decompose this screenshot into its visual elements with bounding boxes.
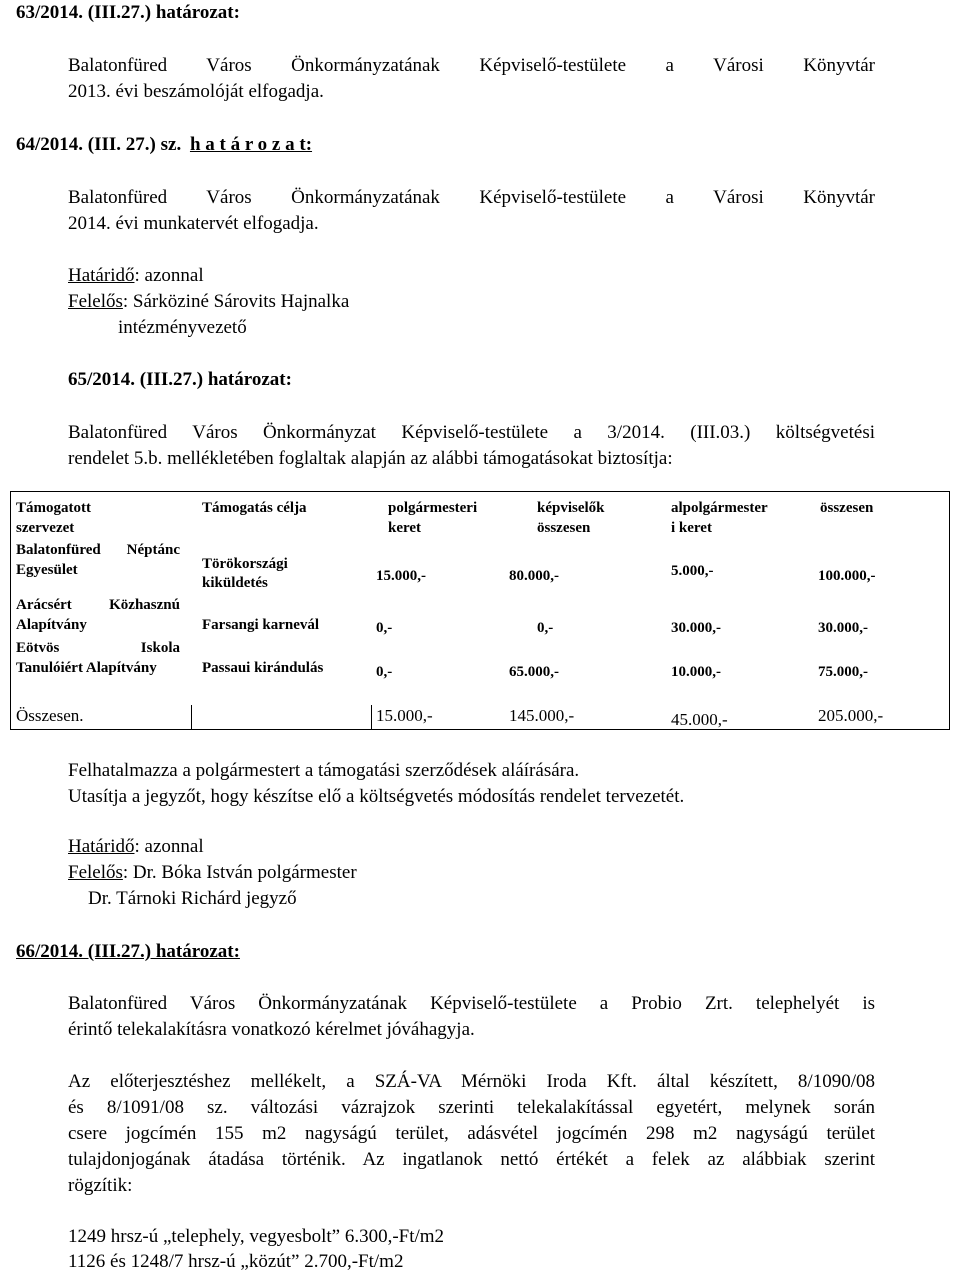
header-reps-1: képviselők — [537, 500, 605, 516]
resolution-64-responsible — [68, 291, 349, 313]
table-bottom-border — [10, 729, 950, 730]
resolution-66-p2-line2: és 8/1091/08 sz. változási vázrajzok szerinti telekalakítással egyetért, melynek során — [68, 1097, 875, 1118]
deadline-label: Határidő — [68, 265, 135, 286]
authorization-line1: Felhatalmazza a polgármestert a támogatási szerződések aláírására. — [68, 760, 580, 781]
sum-deputy: 45.000,- — [671, 710, 728, 729]
row2-org-2: Alapítvány — [16, 617, 87, 633]
row2-deputy: 30.000,- — [671, 620, 721, 636]
responsible-label: Felelős — [68, 291, 123, 312]
row2-mayor: 0,- — [376, 620, 393, 636]
resolution-65-deadline — [68, 836, 204, 858]
resolution-66-p2-line4: tulajdonjogának átadása történik. Az ingatlanok nettó értékét a felek az alábbiak szerint — [68, 1149, 875, 1170]
row3-mayor: 0,- — [376, 664, 393, 680]
resolution-63-heading: 63/2014. (III.27.) határozat: — [16, 2, 240, 23]
resolution-66-p2-line5: rögzítik: — [68, 1175, 133, 1196]
header-purpose: Támogatás célja — [202, 500, 307, 516]
deadline-value: : azonnal — [134, 265, 204, 286]
resolution-64-text-line1: Balatonfüred Város Önkormányzatának Képviselő-testülete a Városi Könyvtár — [68, 187, 875, 208]
row1-org-1: Balatonfüred Néptánc — [16, 542, 180, 558]
resolution-65-responsible — [68, 862, 357, 884]
row2-org-1: Arácsért Közhasznú — [16, 597, 180, 613]
table-right-border — [949, 491, 950, 730]
resolution-66-p1-line2: érintő telekalakításra vonatkozó kérelmet jóváhagyja. — [68, 1019, 475, 1040]
responsible-value: : Sárköziné Sárovits Hajnalka — [122, 291, 350, 312]
sum-label: Összesen. — [16, 706, 84, 725]
row1-total: 100.000,- — [818, 568, 876, 584]
table-top-border — [10, 491, 950, 492]
table-left-border — [10, 491, 11, 730]
header-org-2: szervezet — [16, 520, 75, 536]
resolution-64-heading-number: 64/2014. (III. 27.) sz. — [16, 134, 182, 155]
row3-purpose: Passaui kirándulás — [202, 660, 324, 676]
resolution-65-text-line1: Balatonfüred Város Önkormányzat Képviselő-testülete a 3/2014. (III.03.) költségvetési — [68, 422, 875, 443]
row1-reps: 80.000,- — [509, 568, 559, 584]
header-mayor-1: polgármesteri — [388, 500, 478, 516]
header-reps-2: összesen — [537, 520, 591, 536]
sum-reps: 145.000,- — [509, 706, 575, 725]
resolution-64-heading-word: h a t á r o z a t: — [189, 134, 313, 155]
property-item-1: 1249 hrsz-ú „telephely, vegyesbolt” 6.300,-Ft/m2 — [68, 1226, 445, 1247]
header-org-1: Támogatott — [16, 500, 91, 516]
responsible-value: : Dr. Bóka István polgármester — [122, 862, 357, 883]
row1-mayor: 15.000,- — [376, 568, 426, 584]
resolution-66-p1-line1: Balatonfüred Város Önkormányzatának Képviselő-testülete a Probio Zrt. telephelyét is — [68, 993, 875, 1014]
row2-reps: 0,- — [537, 620, 554, 636]
responsible-label: Felelős — [68, 862, 123, 883]
row1-purpose-2: kiküldetés — [202, 575, 268, 591]
authorization-line2: Utasítja a jegyzőt, hogy készítse elő a költségvetés módosítás rendelet tervezetét. — [68, 786, 685, 807]
header-deputy-1: alpolgármester — [671, 500, 768, 516]
header-total: összesen — [820, 500, 874, 516]
row1-org-2: Egyesület — [16, 562, 78, 578]
row2-purpose: Farsangi karnevál — [202, 617, 320, 633]
resolution-63-text-line2: 2013. évi beszámolóját elfogadja. — [68, 81, 324, 102]
row3-org-2: Tanulóiért Alapítvány — [16, 660, 157, 676]
table-sum-divider-2 — [371, 705, 372, 730]
row3-reps: 65.000,- — [509, 664, 559, 680]
row3-deputy: 10.000,- — [671, 664, 721, 680]
resolution-65-heading: 65/2014. (III.27.) határozat: — [68, 369, 292, 390]
sum-mayor: 15.000,- — [376, 706, 433, 725]
row1-purpose-1: Törökországi — [202, 556, 288, 572]
row2-total: 30.000,- — [818, 620, 868, 636]
property-item-2: 1126 és 1248/7 hrsz-ú „közút” 2.700,-Ft/m2 — [68, 1251, 404, 1272]
responsible-second: Dr. Tárnoki Richárd jegyző — [88, 888, 297, 909]
resolution-64-deadline — [68, 265, 204, 287]
header-mayor-2: keret — [388, 520, 422, 536]
resolution-63-text-line1: Balatonfüred Város Önkormányzatának Képviselő-testülete a Városi Könyvtár — [68, 55, 875, 76]
row3-total: 75.000,- — [818, 664, 868, 680]
resolution-64-heading — [16, 134, 312, 156]
resolution-66-p2-line3: csere jogcímén 155 m2 nagyságú terület, adásvétel jogcímén 298 m2 nagyságú terület — [68, 1123, 875, 1144]
deadline-value: : azonnal — [134, 836, 204, 857]
header-deputy-2: i keret — [671, 520, 712, 536]
responsible-title: intézményvezető — [118, 317, 247, 338]
row3-org-1: Eötvös Iskola — [16, 640, 180, 656]
resolution-65-text-line2: rendelet 5.b. mellékletében foglaltak alapján az alábbi támogatásokat biztosítja: — [68, 448, 673, 469]
resolution-66-heading: 66/2014. (III.27.) határozat: — [16, 941, 240, 962]
table-sum-divider — [191, 705, 192, 730]
resolution-64-text-line2: 2014. évi munkatervét elfogadja. — [68, 213, 319, 234]
resolution-66-p2-line1: Az előterjesztéshez mellékelt, a SZÁ-VA Mérnöki Iroda Kft. által készített, 8/1090/08 — [68, 1071, 875, 1092]
row1-deputy: 5.000,- — [671, 563, 714, 579]
deadline-label: Határidő — [68, 836, 135, 857]
sum-total: 205.000,- — [818, 706, 884, 725]
